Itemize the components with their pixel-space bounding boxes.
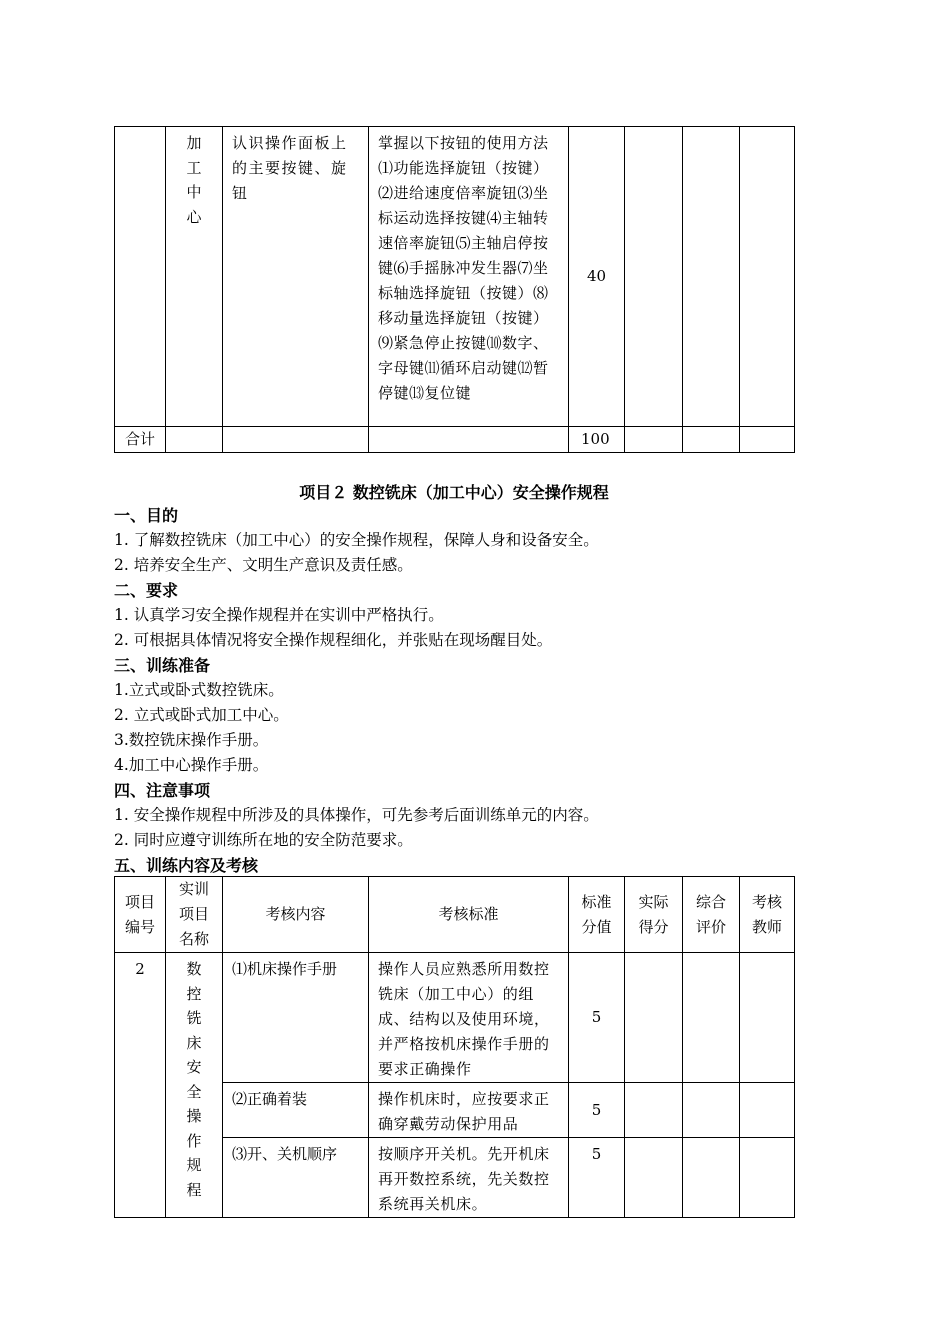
section-heading: 二、要求 (114, 581, 179, 600)
score-cell: 5 (569, 953, 625, 1083)
project-name-vertical: 数 控 铣 床 安 全 操 作 规 程 (166, 953, 223, 1218)
project-no-cell (115, 127, 166, 427)
section-line: 2. 同时应遵守训练所在地的安全防范要求。 (114, 831, 413, 849)
content-cell: ⑴机床操作手册 (223, 953, 369, 1083)
content-cell: 认识操作面板上的主要按键、旋钮 (223, 127, 369, 427)
section-line: 3.数控铣床操作手册。 (114, 731, 269, 749)
section-heading: 四、注意事项 (114, 781, 211, 800)
standard-cell: 掌握以下按钮的使用方法⑴功能选择旋钮（按键）⑵进给速度倍率旋钮⑶坐标运动选择按键⑷主轴转速倍率旋钮⑸主轴启停按键⑹手摇脉冲发生器⑺坐标轴选择旋钮（按键）⑻移动量选择旋钮（按键）⑼紧急停止按键⑽数字、字母键⑾循环启动键⑿暂停键⒀复位键 (369, 127, 569, 427)
section-heading: 五、训练内容及考核 (114, 856, 259, 875)
assessment-table (114, 876, 795, 1218)
project-title: 项目２ 数控铣床（加工中心）安全操作规程 (299, 483, 609, 502)
content-cell: ⑶开、关机顺序 (223, 1138, 369, 1218)
section-line: 1. 了解数控铣床（加工中心）的安全操作规程，保障人身和设备安全。 (114, 531, 599, 549)
section-line: 1.立式或卧式数控铣床。 (114, 681, 284, 699)
total-score: 100 (569, 427, 625, 453)
teacher-cell (740, 127, 795, 427)
standard-cell: 操作人员应熟悉所用数控铣床（加工中心）的组成、结构以及使用环境，并严格按机床操作手册的要求正确操作 (369, 953, 569, 1083)
score-cell: 40 (569, 127, 625, 427)
score-cell: 5 (569, 1138, 625, 1218)
actual-score-cell (625, 127, 683, 427)
header-evaluation: 综合评价 (683, 877, 740, 953)
header-standard-score: 标准分值 (569, 877, 625, 953)
section-line: 1. 认真学习安全操作规程并在实训中严格执行。 (114, 606, 444, 624)
content-cell: ⑵正确着装 (223, 1083, 369, 1138)
header-teacher: 考核教师 (740, 877, 795, 953)
section-line: 2. 立式或卧式加工中心。 (114, 706, 289, 724)
section-line: 2. 可根据具体情况将安全操作规程细化，并张贴在现场醒目处。 (114, 631, 553, 649)
sections (114, 503, 814, 878)
header-project-name: 实训项目名称 (166, 877, 223, 953)
standard-cell: 按顺序开关机。先开机床再开数控系统，先关数控系统再关机床。 (369, 1138, 569, 1218)
project-no: 2 (115, 953, 166, 1218)
project-name-cell: 加 工 中 心 (166, 127, 223, 427)
header-content: 考核内容 (223, 877, 369, 953)
section-line: 4.加工中心操作手册。 (114, 756, 269, 774)
section-heading: 三、训练准备 (114, 656, 211, 675)
scoring-table-continued (114, 126, 795, 453)
header-standard: 考核标准 (369, 877, 569, 953)
section-line: 2. 培养安全生产、文明生产意识及责任感。 (114, 556, 413, 574)
header-actual-score: 实际得分 (625, 877, 683, 953)
section-line: 1. 安全操作规程中所涉及的具体操作，可先参考后面训练单元的内容。 (114, 806, 599, 824)
standard-cell: 操作机床时，应按要求正确穿戴劳动保护用品 (369, 1083, 569, 1138)
total-label: 合计 (115, 427, 166, 453)
section-heading: 一、目的 (114, 506, 179, 525)
evaluation-cell (683, 127, 740, 427)
header-project-no: 项目编号 (115, 877, 166, 953)
score-cell: 5 (569, 1083, 625, 1138)
